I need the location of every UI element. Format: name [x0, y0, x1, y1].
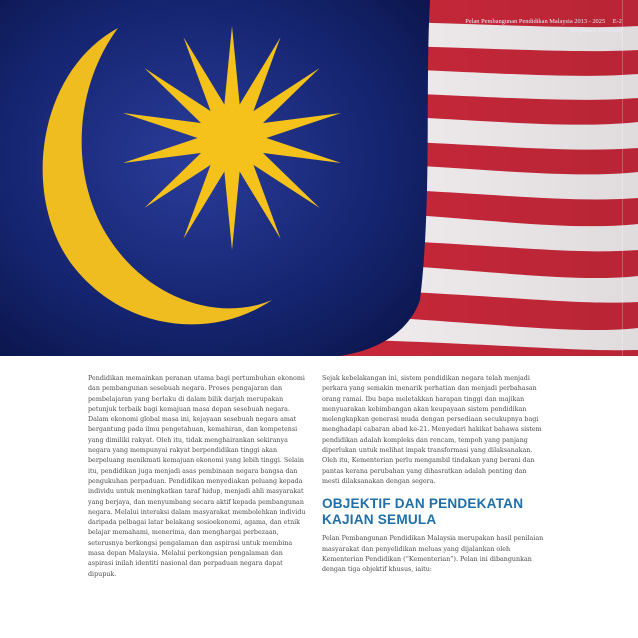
left-column — [88, 374, 310, 580]
body-paragraph: Pelan Pembangunan Pendidikan Malaysia merupakan hasil penilaian masyarakat dan penyelidikan meluas yang dijalankan oleh Kementerian Pendidikan (“Kementerian”). Pelan ini dibangunkan dengan tiga objektif khusus, iaitu: — [322, 535, 544, 574]
running-header — [360, 17, 622, 35]
section-heading: OBJEKTIF DAN PENDEKATAN KAJIAN SEMULA — [322, 496, 524, 528]
header-title: Pelan Pembangunan Pendidikan Malaysia 2013 - 2025 — [465, 18, 606, 25]
page-number: E-2 — [612, 18, 622, 25]
page-edge-rule — [622, 0, 623, 356]
right-column — [322, 374, 544, 575]
body-paragraph: Pendidikan memainkan peranan utama bagi pertumbuhan ekonomi dan pembangunan sesebuah negara. Proses pengajaran dan pembelajaran yang berlaku di dalam bilik darjah merupakan petunjuk terbaik bagi kemajuan masa depan sesebuah negara. Dalam ekonomi global masa ini, kejayaan sesebuah negara amat bergantung pada ilmu pengetahuan, kemahiran, dan kompetensi yang dimiliki rakyat. Oleh itu, tidak menghairankan sekiranya negara yang mempunyai rakyat berpendidikan tinggi akan berpeluang menikmati kemajuan ekonomi yang lebih tinggi. Selain itu, pendidikan juga menjadi asas pembinaan negara bangsa dan pengukuhan perpaduan. Pendidikan menyediakan peluang kepada individu untuk meningkatkan taraf hidup, menjadi ahli masyarakat yang berjaya, dan menyumbang secara aktif kepada pembangunan negara. Melalui interaksi dalam masyarakat membolehkan individu daripada pelbagai latar belakang sosioekonomi, agama, dan etnik belajar memahami, menerima, dan menghargai perbezaan, seterusnya berkongsi pengalaman dan aspirasi untuk membina masa depan Malaysia. Melalui perkongsian pengalaman dan aspirasi inilah identiti nasional dan perpaduan negara dapat dipupuk. — [88, 375, 306, 578]
body-paragraph: Sejak kebelakangan ini, sistem pendidikan negara telah menjadi perkara yang semakin menarik perhatian dan menjadi perbahasan orang ramai. Ibu bapa meletakkan harapan tinggi dan majikan menyuarakan kebimbangan akan keupayaan sistem pendidikan melengkapkan generasi muda dengan persediaan secukupnya bagi menghadapi cabaran abad ke-21. Menyedari hakikat bahawa sistem pendidikan adalah kompleks dan rencam, tempoh yang panjang diperlukan untuk melihat impak transformasi yang dilaksanakan. Oleh itu, Kementerian perlu mengambil tindakan yang berani dan pantas kerana perubahan yang dihasratkan adalah penting dan mesti dilaksanakan dengan segera. — [322, 375, 542, 485]
header-subtitle: Ringkasan Eksekutif — [570, 27, 622, 34]
